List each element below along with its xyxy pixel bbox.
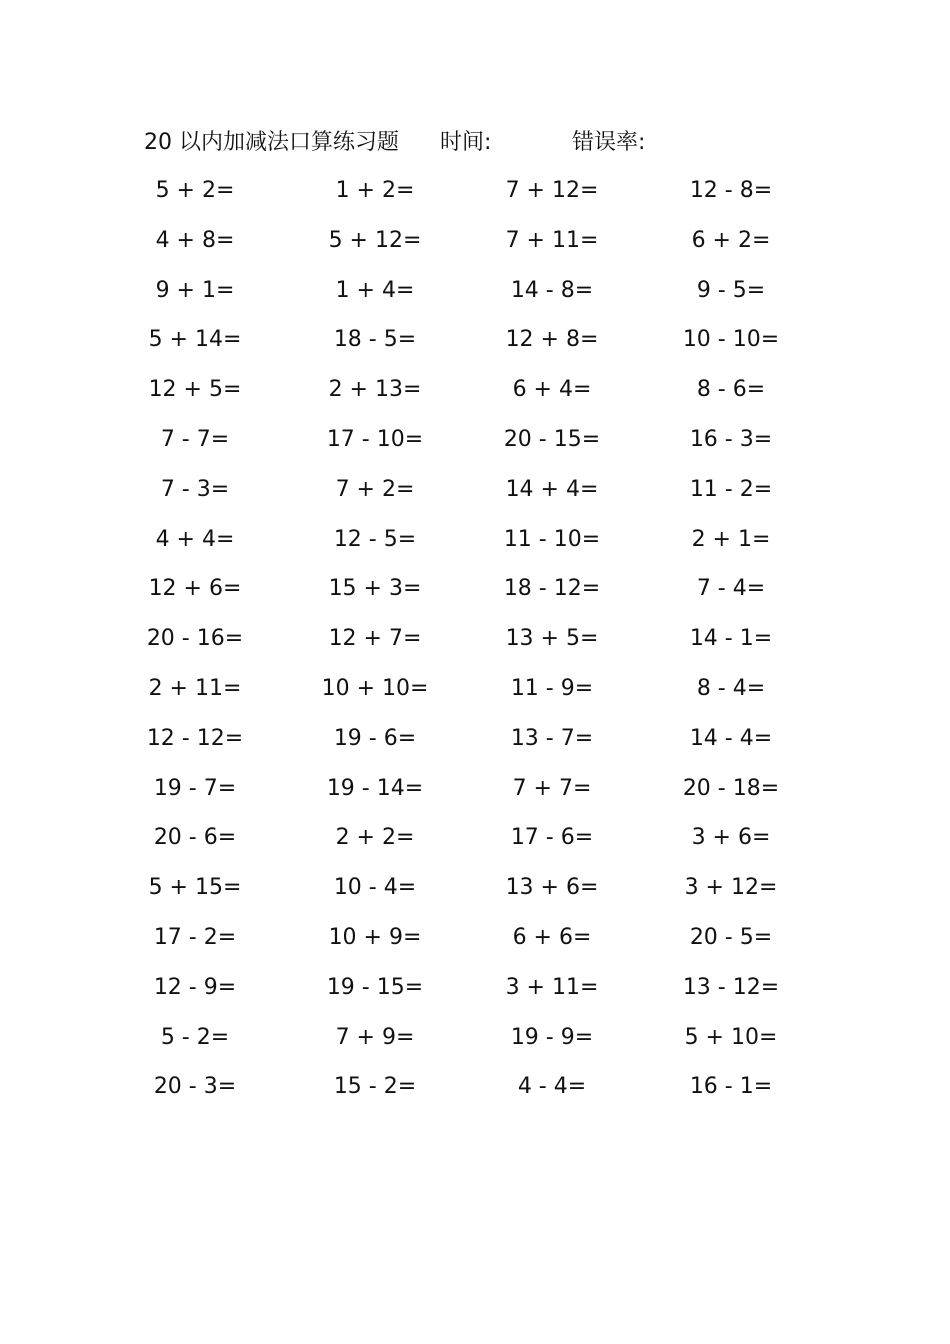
arithmetic-problem: 1 + 4=: [335, 277, 415, 303]
problem-row: [0, 224, 950, 274]
problem-row: [0, 871, 950, 921]
arithmetic-problem: 17 - 2=: [153, 924, 237, 950]
problem-row: [0, 722, 950, 772]
problem-row: [0, 323, 950, 373]
arithmetic-problem: 5 + 12=: [328, 227, 422, 253]
arithmetic-problem: 19 - 15=: [326, 974, 424, 1000]
arithmetic-problem: 20 - 16=: [146, 626, 244, 652]
arithmetic-problem: 16 - 3=: [689, 426, 773, 452]
problem-row: [0, 572, 950, 622]
arithmetic-problem: 13 + 6=: [505, 875, 599, 901]
problem-row: [0, 821, 950, 871]
arithmetic-problem: 17 - 10=: [326, 426, 424, 452]
arithmetic-problem: 19 - 7=: [153, 775, 237, 801]
arithmetic-problem: 19 - 9=: [510, 1024, 594, 1050]
arithmetic-problem: 11 - 9=: [510, 675, 594, 701]
problem-row: [0, 274, 950, 324]
problem-row: [0, 622, 950, 672]
problem-row: [0, 523, 950, 573]
arithmetic-problem: 7 + 7=: [512, 775, 592, 801]
arithmetic-problem: 2 + 1=: [691, 526, 771, 552]
arithmetic-problem: 20 - 6=: [153, 825, 237, 851]
arithmetic-problem: 14 + 4=: [505, 476, 599, 502]
arithmetic-problem: 10 - 4=: [333, 875, 417, 901]
problem-row: [0, 423, 950, 473]
arithmetic-problem: 12 + 5=: [148, 377, 242, 403]
problem-row: [0, 971, 950, 1021]
arithmetic-problem: 19 - 14=: [326, 775, 424, 801]
arithmetic-problem: 3 + 12=: [684, 875, 778, 901]
arithmetic-problem: 7 - 3=: [160, 476, 230, 502]
arithmetic-problem: 20 - 5=: [689, 924, 773, 950]
arithmetic-problem: 4 - 4=: [517, 1074, 587, 1100]
arithmetic-problem: 11 - 10=: [503, 526, 601, 552]
arithmetic-problem: 11 - 2=: [689, 476, 773, 502]
problem-row: [0, 672, 950, 722]
arithmetic-problem: 5 + 10=: [684, 1024, 778, 1050]
arithmetic-problem: 10 + 10=: [321, 675, 429, 701]
arithmetic-problem: 13 - 12=: [682, 974, 780, 1000]
arithmetic-problem: 8 - 6=: [696, 377, 766, 403]
error-rate-label: 错误率:: [572, 130, 646, 155]
problem-grid: [0, 174, 950, 1120]
arithmetic-problem: 7 - 4=: [696, 576, 766, 602]
arithmetic-problem: 2 + 11=: [148, 675, 242, 701]
arithmetic-problem: 10 + 9=: [328, 924, 422, 950]
arithmetic-problem: 20 - 18=: [682, 775, 780, 801]
problem-row: [0, 473, 950, 523]
arithmetic-problem: 4 + 4=: [155, 526, 235, 552]
arithmetic-problem: 7 - 7=: [160, 426, 230, 452]
arithmetic-problem: 7 + 11=: [505, 227, 599, 253]
arithmetic-problem: 12 - 5=: [333, 526, 417, 552]
arithmetic-problem: 19 - 6=: [333, 725, 417, 751]
arithmetic-problem: 15 + 3=: [328, 576, 422, 602]
problem-row: [0, 1021, 950, 1071]
arithmetic-problem: 13 - 7=: [510, 725, 594, 751]
arithmetic-problem: 9 - 5=: [696, 277, 766, 303]
arithmetic-problem: 4 + 8=: [155, 227, 235, 253]
arithmetic-problem: 12 - 12=: [146, 725, 244, 751]
problem-row: [0, 174, 950, 224]
arithmetic-problem: 14 - 8=: [510, 277, 594, 303]
arithmetic-problem: 6 + 2=: [691, 227, 771, 253]
arithmetic-problem: 5 + 15=: [148, 875, 242, 901]
arithmetic-problem: 1 + 2=: [335, 178, 415, 203]
arithmetic-problem: 8 - 4=: [696, 675, 766, 701]
arithmetic-problem: 12 - 8=: [689, 178, 773, 203]
arithmetic-problem: 14 - 1=: [689, 626, 773, 652]
arithmetic-problem: 18 - 5=: [333, 327, 417, 353]
worksheet-title: 20 以内加减法口算练习题: [144, 130, 399, 155]
arithmetic-problem: 12 + 7=: [328, 626, 422, 652]
arithmetic-problem: 20 - 15=: [503, 426, 601, 452]
arithmetic-problem: 3 + 6=: [691, 825, 771, 851]
arithmetic-problem: 9 + 1=: [155, 277, 235, 303]
arithmetic-problem: 14 - 4=: [689, 725, 773, 751]
arithmetic-problem: 17 - 6=: [510, 825, 594, 851]
arithmetic-problem: 10 - 10=: [682, 327, 780, 353]
arithmetic-problem: 7 + 12=: [505, 178, 599, 203]
problem-row: [0, 921, 950, 971]
arithmetic-problem: 5 + 14=: [148, 327, 242, 353]
problem-row: [0, 1070, 950, 1120]
arithmetic-problem: 15 - 2=: [333, 1074, 417, 1100]
arithmetic-problem: 12 + 6=: [148, 576, 242, 602]
arithmetic-problem: 7 + 9=: [335, 1024, 415, 1050]
arithmetic-problem: 5 + 2=: [155, 178, 235, 203]
arithmetic-problem: 20 - 3=: [153, 1074, 237, 1100]
arithmetic-problem: 2 + 13=: [328, 377, 422, 403]
arithmetic-problem: 6 + 4=: [512, 377, 592, 403]
problem-row: [0, 772, 950, 822]
arithmetic-problem: 13 + 5=: [505, 626, 599, 652]
arithmetic-problem: 7 + 2=: [335, 476, 415, 502]
arithmetic-problem: 3 + 11=: [505, 974, 599, 1000]
arithmetic-problem: 2 + 2=: [335, 825, 415, 851]
arithmetic-problem: 12 + 8=: [505, 327, 599, 353]
arithmetic-problem: 5 - 2=: [160, 1024, 230, 1050]
arithmetic-problem: 6 + 6=: [512, 924, 592, 950]
arithmetic-problem: 12 - 9=: [153, 974, 237, 1000]
arithmetic-problem: 16 - 1=: [689, 1074, 773, 1100]
problem-row: [0, 373, 950, 423]
time-label: 时间:: [440, 130, 492, 155]
arithmetic-problem: 18 - 12=: [503, 576, 601, 602]
